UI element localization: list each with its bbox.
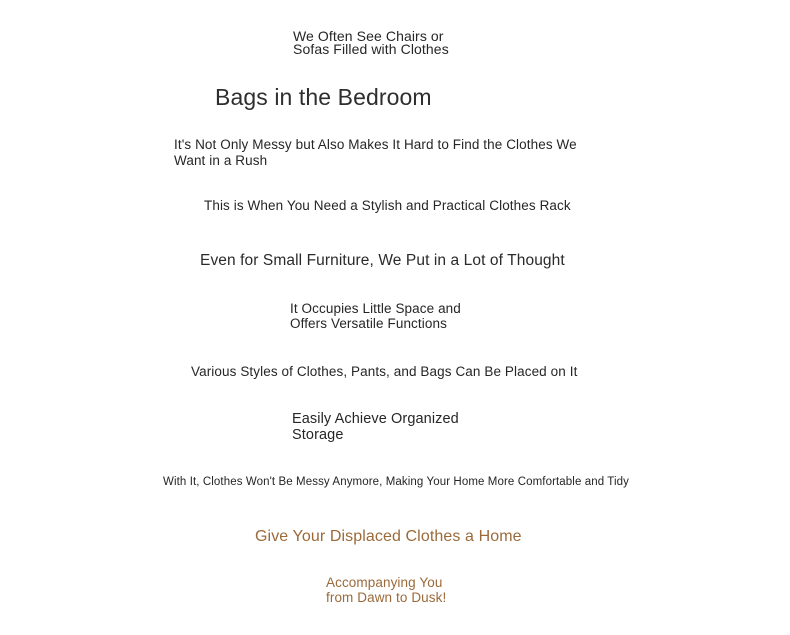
heading-small-furniture-thought: Even for Small Furniture, We Put in a Lot of Thought	[200, 252, 565, 269]
text-messy-hard-to-find: It's Not Only Messy but Also Makes It Hard to Find the Clothes We Want in a Rush	[174, 137, 577, 168]
intro-text-chairs-sofas: We Often See Chairs or Sofas Filled with Clothes	[293, 28, 449, 57]
heading-bags-in-bedroom: Bags in the Bedroom	[215, 84, 432, 110]
text-need-clothes-rack: This is When You Need a Stylish and Practical Clothes Rack	[204, 198, 571, 213]
accent-heading-displaced-clothes: Give Your Displaced Clothes a Home	[255, 528, 522, 545]
text-organized-storage: Easily Achieve Organized Storage	[292, 411, 459, 443]
text-little-space-versatile: It Occupies Little Space and Offers Versatile Functions	[290, 301, 461, 331]
text-comfortable-tidy: With It, Clothes Won't Be Messy Anymore, Making Your Home More Comfortable and Tidy	[163, 476, 630, 488]
text-various-styles: Various Styles of Clothes, Pants, and Bags Can Be Placed on It	[191, 364, 578, 379]
accent-text-dawn-to-dusk: Accompanying You from Dawn to Dusk!	[326, 575, 447, 605]
